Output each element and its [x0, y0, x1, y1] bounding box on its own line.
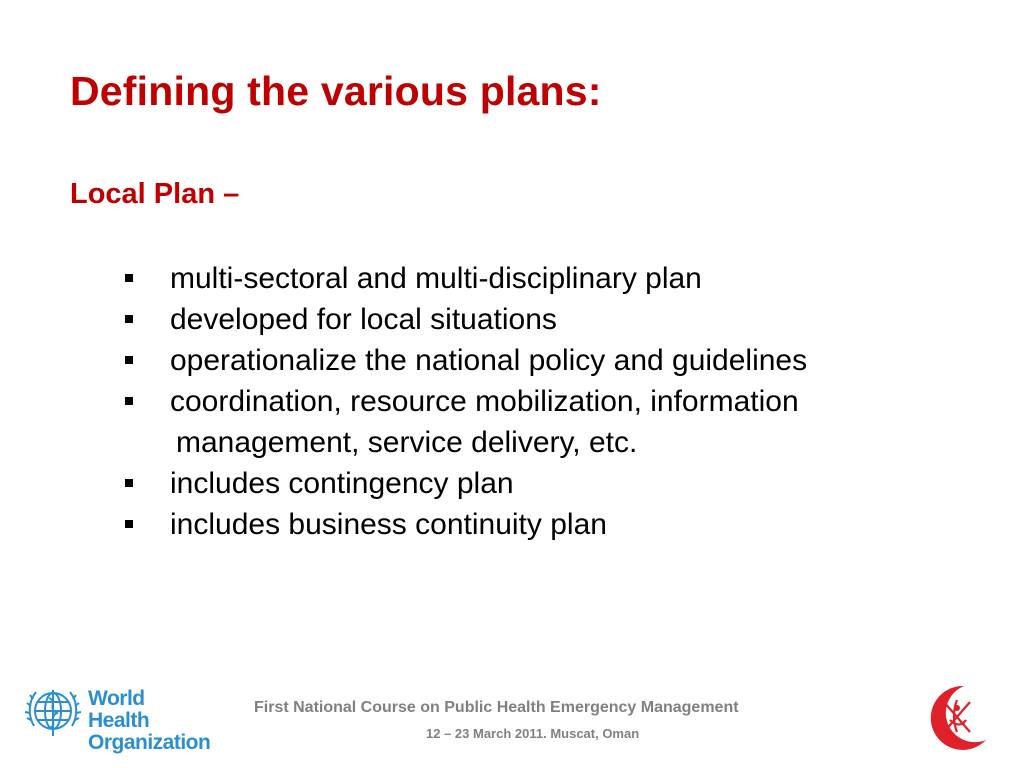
footer-course-title: First National Course on Public Health Emergency Management: [254, 699, 739, 716]
square-bullet-icon: [125, 479, 133, 487]
slide-subtitle: Local Plan –: [70, 178, 240, 210]
bullet-list: [120, 258, 807, 545]
list-item: [120, 381, 807, 422]
square-bullet-icon: [125, 315, 133, 323]
who-emblem-icon: [22, 680, 84, 746]
square-bullet-icon: [125, 520, 133, 528]
list-item-text: multi-sectoral and multi-disciplinary plan: [170, 262, 702, 295]
square-bullet-icon: [125, 397, 133, 405]
footer-date-location: 12 – 23 March 2011. Muscat, Oman: [426, 726, 640, 741]
list-item-text: management, service delivery, etc.: [176, 426, 638, 459]
list-item-text: coordination, resource mobilization, information: [170, 385, 799, 418]
slide-title: Defining the various plans:: [70, 68, 602, 114]
who-logo-line1: World Health: [88, 687, 150, 732]
list-item: [120, 463, 807, 504]
who-logo-line2: Organization: [88, 731, 211, 754]
square-bullet-icon: [125, 356, 133, 364]
list-item-text: includes business continuity plan: [170, 508, 607, 541]
square-bullet-icon: [125, 274, 133, 282]
list-item: [120, 299, 807, 340]
list-item-continuation: [120, 422, 807, 463]
list-item-text: includes contingency plan: [170, 467, 514, 500]
who-logo-text: [88, 688, 210, 754]
list-item-text: operationalize the national policy and guidelines: [170, 344, 808, 377]
who-logo: [22, 680, 211, 754]
list-item-text: developed for local situations: [170, 303, 557, 336]
list-item: [120, 504, 807, 545]
list-item: [120, 340, 807, 381]
list-item: [120, 258, 807, 299]
oman-crescent-emblem-icon: [912, 680, 992, 752]
